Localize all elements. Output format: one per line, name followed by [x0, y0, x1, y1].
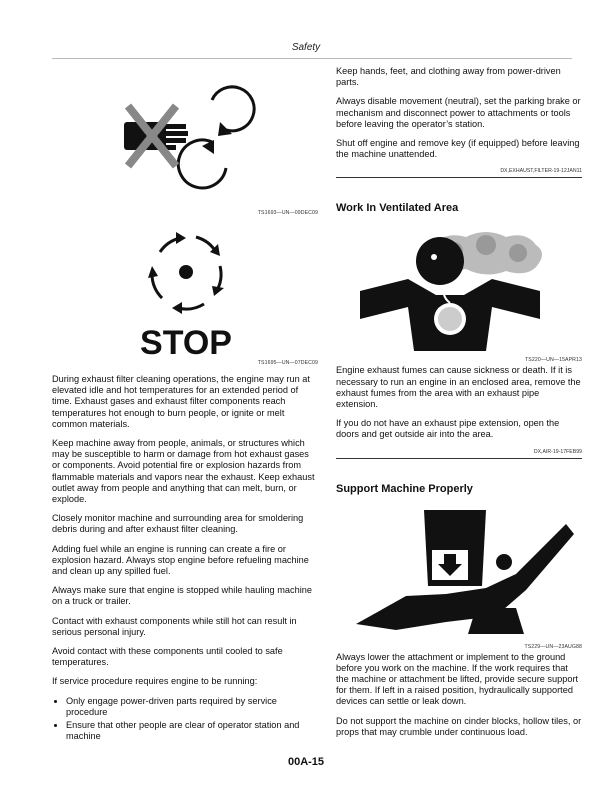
- paragraph: During exhaust filter cleaning operations, the engine may run at elevated idle and hot temperatures for an extended period of time. Exhaust gases and exhaust filter components reach temperatures hot enough to burn people, or ignite or melt common materials.: [52, 374, 310, 429]
- paragraph: If you do not have an exhaust pipe extension, open the doors and get outside air into the area.: [336, 418, 560, 440]
- paragraph: Keep machine away from people, animals, or structures which may be susceptible to harm or damage from hot exhaust gases or components. Avoid potential fire or explosion hazards from flammable materials and vapors near the exhaust. Keep exhaust outlet away from people and anything that can melt, burn, or explode.: [52, 438, 315, 505]
- section-divider: [336, 177, 582, 178]
- paragraph: Shut off engine and remove key (if equipped) before leaving the machine unattended.: [336, 138, 580, 160]
- page-header: Safety: [291, 42, 321, 53]
- paragraph: Always lower the attachment or implement to the ground before you work on the machine. If the work requires that the machine or attachment be lifted, provide secure support for them. If left in a raised position, hydraulically supported devices can settle or leak down.: [336, 651, 579, 707]
- right-column: [336, 66, 582, 746]
- figure-support-machine: [336, 504, 582, 652]
- figure-exhaust-fumes: [336, 223, 582, 365]
- figure-stop-rotating: [52, 224, 318, 374]
- paragraph: Avoid contact with these components until cooled to safe temperatures.: [52, 646, 283, 668]
- paragraph: Engine exhaust fumes can cause sickness or death. If it is necessary to run an engine in an enclosed area, remove the exhaust fumes from the area with an exhaust pipe extension.: [336, 365, 581, 410]
- left-body-text: [52, 374, 318, 742]
- section-title: Work In Ventilated Area: [336, 202, 459, 215]
- paragraph: Contact with exhaust components while still hot can result in serious personal injury.: [52, 615, 297, 637]
- reference-code: DX,AIR-19-17FEB99: [533, 448, 582, 455]
- crushing-load-person-icon: [336, 504, 582, 644]
- page-number: 00A-15: [287, 756, 325, 768]
- left-column: [52, 62, 318, 744]
- figure-caption: TS1693—UN—09DEC09: [257, 210, 318, 216]
- reference-code: DX,EXHAUST,FILTER-19-12JAN11: [500, 168, 582, 175]
- figure-caption: TS220—UN—15APR13: [525, 357, 582, 364]
- paragraph: Closely monitor machine and surrounding area for smoldering debris during and after exhaust filter cleaning.: [52, 513, 304, 535]
- exhaust-fumes-person-icon: [336, 223, 582, 357]
- paragraph: Do not support the machine on cinder blocks, hollow tiles, or props that may crumble under continuous load.: [336, 715, 582, 737]
- paragraph: Adding fuel while an engine is running can create a fire or explosion hazard. Always stop engine before refueling machine and clean up any spilled fuel.: [52, 543, 309, 577]
- paragraph: Keep hands, feet, and clothing away from power-driven parts.: [336, 66, 561, 88]
- paragraph: If service procedure requires engine to be running:: [52, 676, 258, 687]
- figure-rotating-parts-hand: [52, 62, 318, 218]
- list-item: • Only engage power-driven parts required by service procedure: [66, 696, 318, 718]
- paragraph: Always make sure that engine is stopped while hauling machine on a truck or trailer.: [52, 585, 312, 607]
- stop-label: STOP: [140, 324, 232, 362]
- header-divider: [52, 58, 572, 59]
- figure-caption: TS1695—UN—07DEC09: [257, 360, 318, 366]
- bullet-list: [52, 696, 318, 743]
- stop-rotating-parts-icon: [52, 224, 318, 366]
- section-title: Support Machine Properly: [336, 482, 473, 495]
- section-divider: [336, 458, 582, 459]
- paragraph: Always disable movement (neutral), set the parking brake or mechanism and disconnect power to attachments or tools before leaving the operator’s station.: [336, 96, 581, 129]
- list-item: • Ensure that other people are clear of operator station and machine: [66, 720, 318, 742]
- hand-in-rotating-parts-prohibited-icon: [52, 62, 318, 212]
- figure-caption: TS229—UN—23AUG88: [524, 643, 582, 650]
